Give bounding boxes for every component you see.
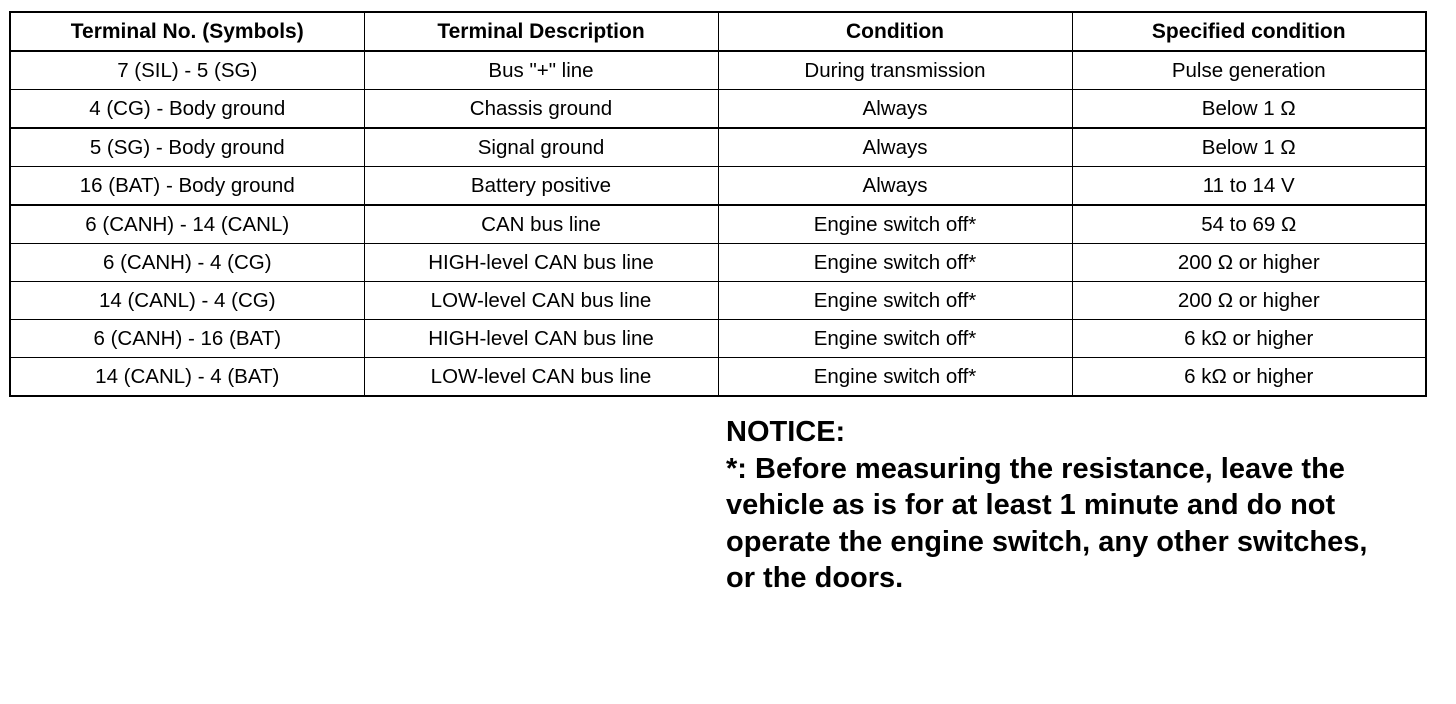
cell-condition: Always [718, 128, 1072, 167]
cell-specified-condition: Pulse generation [1072, 51, 1426, 90]
cell-terminal-description: Battery positive [364, 167, 718, 206]
cell-condition: Engine switch off* [718, 358, 1072, 397]
header-condition: Condition [718, 12, 1072, 51]
notice-line: vehicle as is for at least 1 minute and do not [726, 489, 1336, 521]
cell-terminal-no: 16 (BAT) - Body ground [10, 167, 364, 206]
notice-line: *: Before measuring the resistance, leave the [726, 452, 1345, 485]
cell-condition: During transmission [718, 51, 1072, 90]
cell-specified-condition: 200 Ω or higher [1072, 244, 1426, 282]
notice-title: NOTICE: [726, 416, 846, 448]
cell-terminal-no: 6 (CANH) - 16 (BAT) [10, 320, 364, 358]
table-header [10, 12, 1426, 51]
cell-terminal-description: Chassis ground [364, 90, 718, 129]
cell-condition: Engine switch off* [718, 205, 1072, 244]
cell-specified-condition: Below 1 Ω [1072, 90, 1426, 129]
table-row [10, 244, 1426, 282]
cell-specified-condition: Below 1 Ω [1072, 128, 1426, 167]
table-body [10, 51, 1426, 396]
cell-terminal-description: Bus "+" line [364, 51, 718, 90]
notice-line: or the doors. [726, 562, 904, 594]
cell-terminal-description: Signal ground [364, 128, 718, 167]
header-specified-condition: Specified condition [1072, 12, 1426, 51]
cell-specified-condition: 11 to 14 V [1072, 167, 1426, 206]
cell-condition: Always [718, 90, 1072, 129]
cell-terminal-description: CAN bus line [364, 205, 718, 244]
cell-terminal-no: 5 (SG) - Body ground [10, 128, 364, 167]
cell-terminal-description: LOW-level CAN bus line [364, 358, 718, 397]
cell-condition: Engine switch off* [718, 320, 1072, 358]
table-row [10, 167, 1426, 206]
cell-specified-condition: 200 Ω or higher [1072, 282, 1426, 320]
cell-terminal-description: HIGH-level CAN bus line [364, 320, 718, 358]
table-row [10, 90, 1426, 129]
cell-condition: Engine switch off* [718, 282, 1072, 320]
cell-condition: Engine switch off* [718, 244, 1072, 282]
table-row [10, 51, 1426, 90]
cell-terminal-no: 14 (CANL) - 4 (CG) [10, 282, 364, 320]
cell-specified-condition: 6 kΩ or higher [1072, 358, 1426, 397]
table-row [10, 205, 1426, 244]
header-terminal-no: Terminal No. (Symbols) [10, 12, 364, 51]
notice-block [726, 414, 1426, 597]
cell-terminal-description: HIGH-level CAN bus line [364, 244, 718, 282]
header-row [10, 12, 1426, 51]
cell-terminal-no: 14 (CANL) - 4 (BAT) [10, 358, 364, 397]
table-row [10, 358, 1426, 397]
cell-terminal-no: 7 (SIL) - 5 (SG) [10, 51, 364, 90]
cell-terminal-description: LOW-level CAN bus line [364, 282, 718, 320]
cell-terminal-no: 6 (CANH) - 14 (CANL) [10, 205, 364, 244]
cell-specified-condition: 6 kΩ or higher [1072, 320, 1426, 358]
terminal-spec-table [9, 11, 1427, 397]
table-row [10, 320, 1426, 358]
cell-specified-condition: 54 to 69 Ω [1072, 205, 1426, 244]
header-terminal-description: Terminal Description [364, 12, 718, 51]
table-row [10, 128, 1426, 167]
table-row [10, 282, 1426, 320]
cell-terminal-no: 6 (CANH) - 4 (CG) [10, 244, 364, 282]
cell-terminal-no: 4 (CG) - Body ground [10, 90, 364, 129]
notice-line: operate the engine switch, any other switches, [726, 525, 1368, 558]
cell-condition: Always [718, 167, 1072, 206]
